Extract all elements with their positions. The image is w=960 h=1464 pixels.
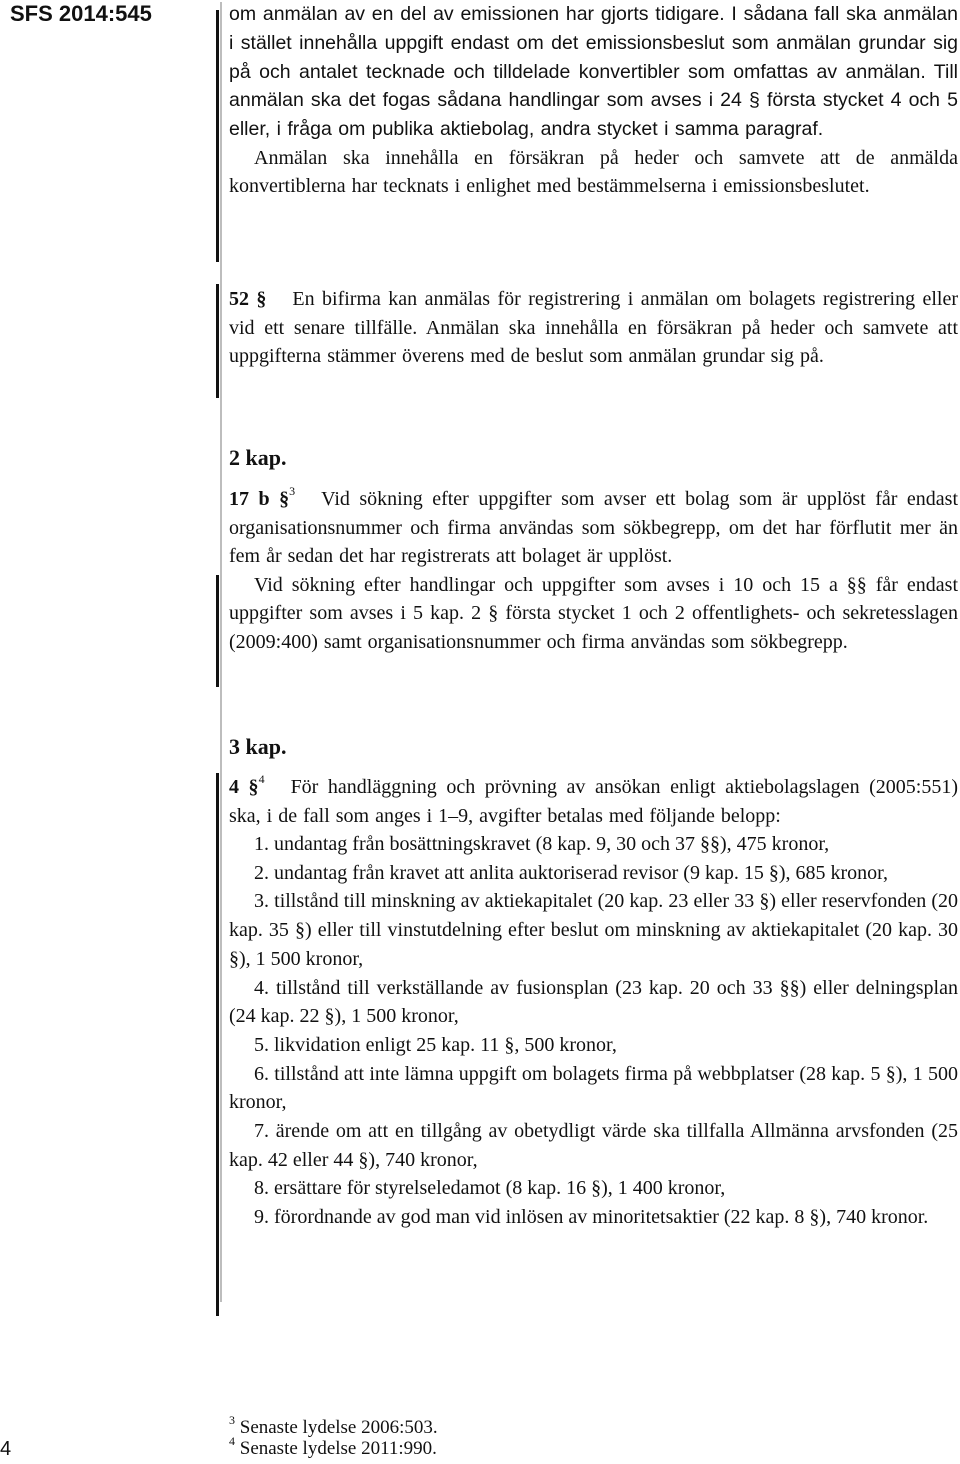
list-item: 9. förordnande av god man vid inlösen av minoritetsaktier (22 kap. 8 §), 740 kronor.	[254, 1206, 929, 1229]
footnote-text: Senaste lydelse 2006:503.	[239, 1417, 438, 1438]
list-item: 2. undantag från kravet att anlita auktoriserad revisor (9 kap. 15 §), 685 kronor,	[254, 861, 888, 884]
list-item: 8. ersättare för styrelseledamot (8 kap. 16 §), 1 400 kronor,	[254, 1177, 726, 1200]
list-item: 4. tillstånd till verkställande av fusionsplan (23 kap. 20 och 33 §§) eller delningsplan (24 kap. 22 §), 1 500 kronor,	[229, 976, 958, 1028]
change-bar	[216, 10, 219, 262]
footnote-number: 4	[229, 1433, 235, 1448]
change-bar	[216, 773, 219, 1316]
section-continuation	[229, 0, 958, 201]
footnote	[229, 1412, 438, 1439]
change-bar	[216, 284, 219, 398]
page-number: 4	[0, 1438, 12, 1460]
footnote-ref: 3	[289, 484, 296, 499]
footnote-text: Senaste lydelse 2011:990.	[239, 1438, 437, 1459]
section-text: För handläggning och prövning av ansökan enligt aktiebolagslagen (2005:551) ska, i de fall som anges i 1–9, avgifter betalas med följande belopp:	[229, 776, 958, 827]
list-item: 1. undantag från bosättningskravet (8 kap. 9, 30 och 37 §§), 475 kronor,	[254, 833, 830, 855]
change-bar	[216, 575, 219, 687]
paragraph: Vid sökning efter handlingar och uppgifter som avses i 10 och 15 a §§ får endast uppgifter som avses i 5 kap. 2 § första stycket 1 och 2 offentlighets- och sekretesslagen (2009:400) samt organisationsnummer och firma användas som sökbegrepp.	[229, 573, 958, 653]
footnote	[229, 1433, 437, 1460]
section-4	[229, 773, 958, 1232]
list-item: 5. likvidation enligt 25 kap. 11 §, 500 kronor,	[254, 1033, 617, 1056]
footnote-number: 3	[229, 1412, 235, 1427]
list-item: 3. tillstånd till minskning av aktiekapitalet (20 kap. 23 eller 33 §) eller reservfonden (20 kap. 35 §) eller till vinstutdelning efter beslut om minskning av aktiekapitalet (20 kap. 30 §), 1 500 kronor,	[229, 890, 958, 970]
section-text: Vid sökning efter uppgifter som avser ett bolag som är upplöst får endast organisationsnummer och firma användas som sökbegrepp, om det har förflutit mer än fem år sedan det har registrerats att bolaget är upplöst.	[229, 488, 958, 567]
section-52	[229, 285, 958, 371]
chapter-heading: 3 kap.	[229, 734, 287, 759]
section-17b	[229, 485, 958, 656]
chapter-heading: 2 kap.	[229, 445, 287, 470]
paragraph: Anmälan ska innehålla en försäkran på heder och samvete att de anmälda konvertiblerna har tecknats i enlighet med bestämmelserna i emissionsbeslutet.	[229, 146, 958, 198]
section-number: 52 §	[229, 288, 267, 310]
section-text: En bifirma kan anmälas för registrering i anmälan om bolagets registrering eller vid ett senare tillfälle. Anmälan ska innehålla en försäkran på heder och samvete att uppgifterna stämmer överens med de beslut som anmälan grundar sig på.	[229, 288, 959, 367]
footnote-ref: 4	[258, 772, 265, 787]
section-number: 4 §	[229, 776, 259, 798]
list-item: 7. ärende om att en tillgång av obetydligt värde ska tillfalla Allmänna arvsfonden (25 kap. 42 eller 44 §), 740 kronor,	[229, 1120, 958, 1171]
sfs-number: SFS 2014:545	[10, 1, 152, 26]
margin-rule	[220, 2, 222, 1302]
section-number: 17 b §	[229, 488, 290, 510]
paragraph: om anmälan av en del av emissionen har gjorts tidigare. I sådana fall ska anmälan i stället innehålla uppgift endast om det emissionsbeslut som anmälan grundar sig på och antalet tecknade och tilldelade konvertibler som omfattas av anmälan. Till anmälan ska det fogas sådana handlingar som avses i 24 § första stycket 4 och 5 eller, i fråga om publika aktiebolag, andra stycket i samma paragraf.	[229, 3, 958, 141]
list-item: 6. tillstånd att inte lämna uppgift om bolagets firma på webbplatser (28 kap. 5 §), 1 500 kronor,	[229, 1062, 958, 1114]
